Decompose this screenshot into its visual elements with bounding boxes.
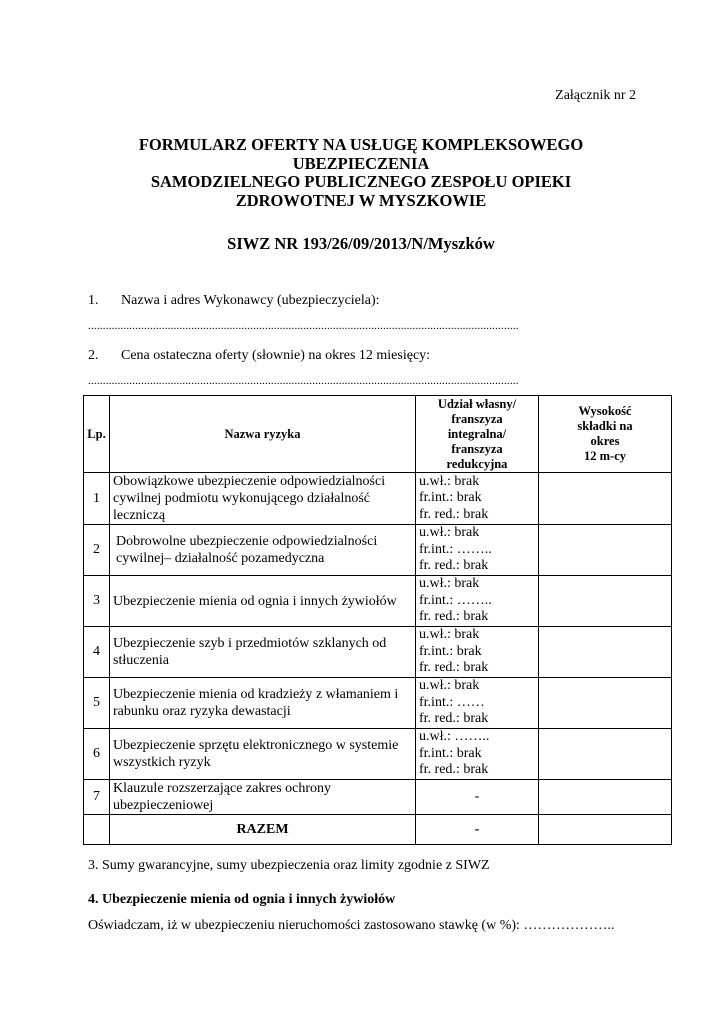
attachment-label: Załącznik nr 2: [555, 88, 636, 103]
row-risk-name: Dobrowolne ubezpieczenie odpowiedzialności cywilnej– działalność pozamedyczna: [110, 525, 416, 576]
row-premium-cell[interactable]: [539, 525, 672, 576]
row-deductible: u.wł.: …….. fr.int.: brak fr. red.: brak: [416, 729, 539, 780]
header-premium: Wysokość składki na okres 12 m-cy: [539, 396, 672, 473]
row-deductible: u.wł.: brak fr.int.: brak fr. red.: brak: [416, 627, 539, 678]
table-total-row: [84, 815, 672, 845]
row-deductible: u.wł.: brak fr.int.: …… fr. red.: brak: [416, 678, 539, 729]
row-premium-cell[interactable]: [539, 576, 672, 627]
row-premium-cell[interactable]: [539, 729, 672, 780]
row-risk-name: Obowiązkowe ubezpieczenie odpowiedzialności cywilnej podmiotu wykonującego działalność leczniczą: [110, 473, 416, 525]
row-premium-cell[interactable]: [539, 780, 672, 815]
title-line-1: FORMULARZ OFERTY NA USŁUGĘ KOMPLEKSOWEGO: [138, 135, 584, 154]
risk-table: [83, 395, 672, 845]
item-1-number: 1.: [88, 293, 99, 308]
row-risk-name: Ubezpieczenie mienia od ognia i innych żywiołów: [110, 576, 416, 627]
header-lp: Lp.: [84, 396, 110, 473]
table-row: [84, 473, 672, 525]
table-row: [84, 525, 672, 576]
section-3-text: 3. Sumy gwarancyjne, sumy ubezpieczenia oraz limity zgodnie z SIWZ: [88, 858, 490, 873]
total-lp-cell: [84, 815, 110, 845]
total-label: RAZEM: [110, 815, 416, 845]
form-title: [80, 136, 642, 210]
total-premium-cell[interactable]: [539, 815, 672, 845]
row-lp: 1: [84, 473, 110, 525]
title-line-3: SAMODZIELNEGO PUBLICZNEGO ZESPOŁU OPIEKI: [150, 172, 572, 191]
item-2-label: Cena ostateczna oferty (słownie) na okres 12 miesięcy:: [121, 348, 431, 363]
table-row: [84, 729, 672, 780]
row-lp: 5: [84, 678, 110, 729]
title-line-4: ZDROWOTNEJ W MYSZKOWIE: [235, 190, 487, 210]
total-value: -: [416, 815, 539, 845]
table-row: [84, 576, 672, 627]
table-row: [84, 678, 672, 729]
row-risk-name: Klauzule rozszerzające zakres ochrony ubezpieczeniowej: [110, 780, 416, 815]
row-risk-name: Ubezpieczenie mienia od kradzieży z włamaniem i rabunku oraz ryzyka dewastacji: [110, 678, 416, 729]
row-deductible: u.wł.: brak fr.int.: …….. fr. red.: brak: [416, 525, 539, 576]
row-deductible: -: [416, 780, 539, 815]
item-2-fill-line[interactable]: ..................................................................................................................................................: [88, 375, 519, 387]
header-deductible: Udział własny/ franszyza integralna/ franszyza redukcyjna: [416, 396, 539, 473]
row-risk-name: Ubezpieczenie szyb i przedmiotów szklanych od stłuczenia: [110, 627, 416, 678]
siwz-number: SIWZ NR 193/26/09/2013/N/Myszków: [227, 234, 495, 253]
row-lp: 7: [84, 780, 110, 815]
row-deductible: u.wł.: brak fr.int.: …….. fr. red.: brak: [416, 576, 539, 627]
row-lp: 2: [84, 525, 110, 576]
rate-declaration: Oświadczam, iż w ubezpieczeniu nieruchomości zastosowano stawkę (w %): ………………..: [88, 918, 615, 933]
row-lp: 3: [84, 576, 110, 627]
row-lp: 4: [84, 627, 110, 678]
item-2-number: 2.: [88, 348, 99, 363]
row-risk-name: Ubezpieczenie sprzętu elektronicznego w systemie wszystkich ryzyk: [110, 729, 416, 780]
section-4-heading: 4. Ubezpieczenie mienia od ognia i innych żywiołów: [88, 892, 396, 907]
title-line-2: UBEZPIECZENIA: [292, 153, 430, 173]
table-header-row: [84, 396, 672, 473]
item-1-label: Nazwa i adres Wykonawcy (ubezpieczyciela):: [121, 293, 380, 308]
item-1-fill-line[interactable]: ..................................................................................................................................................: [88, 320, 519, 332]
row-deductible: u.wł.: brak fr.int.: brak fr. red.: brak: [416, 473, 539, 525]
row-premium-cell[interactable]: [539, 473, 672, 525]
row-lp: 6: [84, 729, 110, 780]
row-premium-cell[interactable]: [539, 678, 672, 729]
table-row: [84, 627, 672, 678]
table-row: [84, 780, 672, 815]
row-premium-cell[interactable]: [539, 627, 672, 678]
header-risk-name: Nazwa ryzyka: [110, 396, 416, 473]
